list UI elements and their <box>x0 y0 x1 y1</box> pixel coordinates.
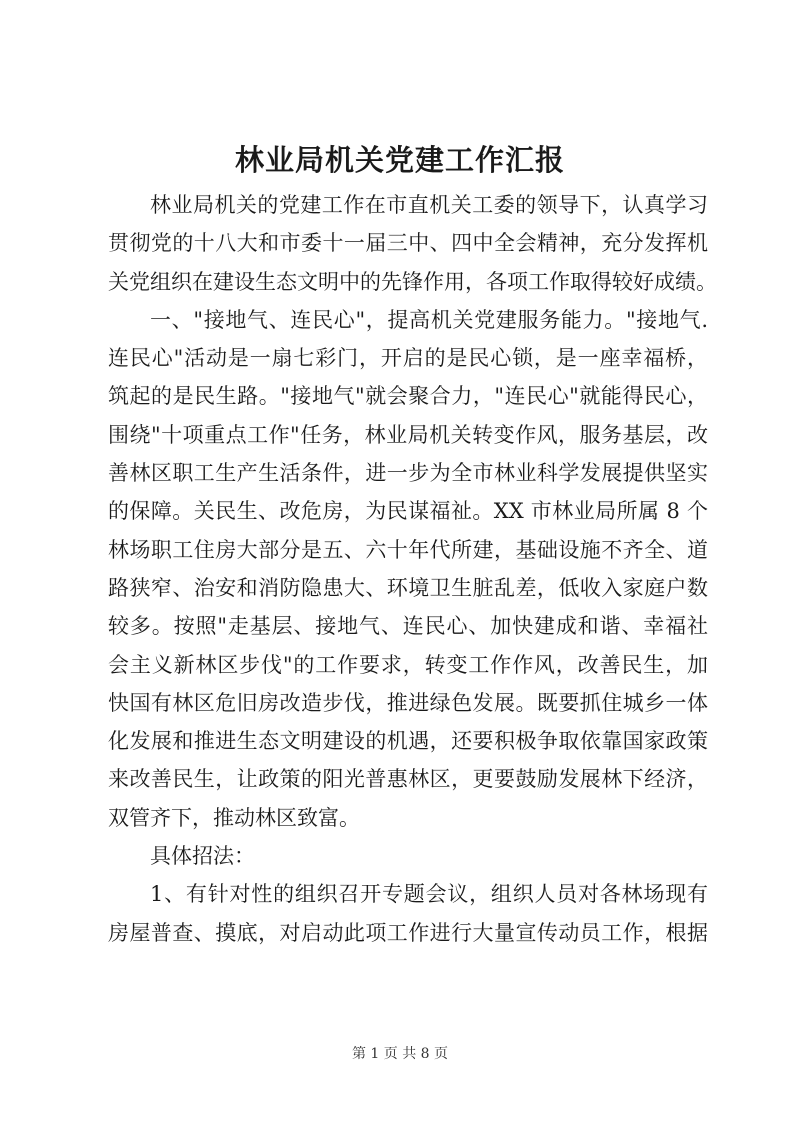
paragraph-line: 筑起的是民生路。"接地气"就会聚合力，"连民心"就能得民心， <box>108 384 708 409</box>
paragraph-line: 房屋普查、摸底，对启动此项工作进行大量宣传动员工作，根据 <box>108 920 708 945</box>
paragraph-line: 双管齐下，推动林区致富。 <box>108 805 360 830</box>
paragraph-line: 贯彻党的十八大和市委十一届三中、四中全会精神，充分发挥机 <box>108 231 708 256</box>
paragraph-line: 围绕"十项重点工作"任务，林业局机关转变作风，服务基层，改 <box>108 422 708 447</box>
paragraph-line: 路狭窄、治安和消防隐患大、环境卫生脏乱差，低收入家庭户数 <box>108 575 708 600</box>
paragraph-line: 善林区职工生产生活条件，进一步为全市林业科学发展提供坚实 <box>108 461 708 486</box>
paragraph-line: 较多。按照"走基层、接地气、连民心、加快建成和谐、幸福社 <box>108 614 708 639</box>
document-title: 林业局机关党建工作汇报 <box>234 143 565 177</box>
paragraph-line: 快国有林区危旧房改造步伐，推进绿色发展。既要抓住城乡一体 <box>108 690 708 715</box>
document-body <box>108 186 717 952</box>
paragraph-line: 关党组织在建设生态文明中的先锋作用，各项工作取得较好成绩。 <box>108 269 717 294</box>
paragraph-line: 林业局机关的党建工作在市直机关工委的领导下，认真学习 <box>150 193 708 217</box>
paragraph-line: 一、"接地气、连民心"，提高机关党建服务能力。"接地气. <box>150 307 708 332</box>
paragraph-line: 化发展和推进生态文明建设的机遇，还要积极争取依靠国家政策 <box>108 729 708 754</box>
paragraph-line: 具体招法： <box>150 844 255 869</box>
paragraph-line: 的保障。关民生、改危房，为民谋福祉。XX 市林业局所属 8 个 <box>108 499 708 524</box>
paragraph-line: 1、有针对性的组织召开专题会议，组织人员对各林场现有 <box>150 882 708 907</box>
paragraph-line: 林场职工住房大部分是五、六十年代所建，基础设施不齐全、道 <box>108 537 708 562</box>
paragraph-line: 来改善民生，让政策的阳光普惠林区，更要鼓励发展林下经济， <box>108 767 708 792</box>
paragraph-line: 会主义新林区步伐"的工作要求，转变工作作风，改善民生，加 <box>108 652 708 677</box>
paragraph-line: 连民心"活动是一扇七彩门，开启的是民心锁，是一座幸福桥， <box>108 346 708 371</box>
page-footer: 第 1 页 共 8 页 <box>351 1046 449 1062</box>
